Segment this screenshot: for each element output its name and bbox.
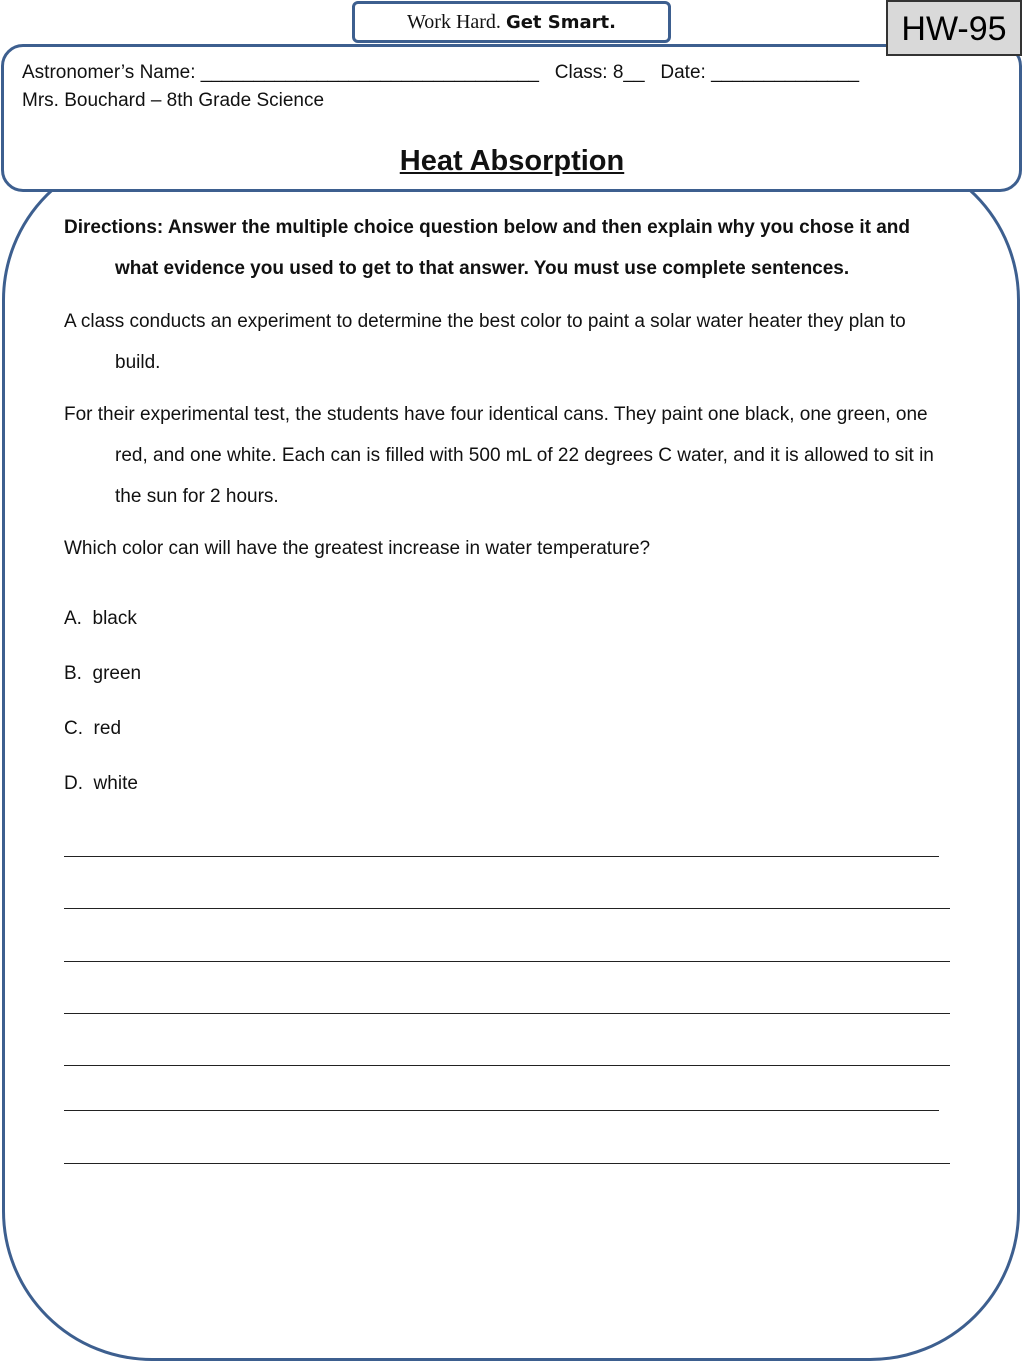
choice-c[interactable]: C. red: [64, 718, 122, 739]
question-text: Which color can will have the greatest increase in water temperature?: [64, 538, 651, 559]
answer-line[interactable]: [64, 908, 950, 909]
worksheet-title: Heat Absorption: [399, 145, 625, 177]
teacher-line: Mrs. Bouchard – 8th Grade Science: [22, 90, 325, 111]
answer-line[interactable]: [64, 1110, 939, 1111]
answer-line[interactable]: [64, 1163, 950, 1164]
motto-plain: Work Hard.: [407, 11, 501, 33]
choice-d[interactable]: D. white: [64, 773, 138, 794]
motto-banner: [352, 1, 671, 43]
choice-b[interactable]: B. green: [64, 663, 142, 684]
answer-line[interactable]: [64, 1065, 950, 1066]
motto-bold: Get Smart.: [505, 12, 616, 33]
choice-a[interactable]: A. black: [64, 608, 137, 629]
setup-text: For their experimental test, the students have four identical cans. They paint one black, one green, one red, and one white. Each can is filled with 500 mL of 22 degrees C water, and it is allowed to sit in the sun for 2 hours.: [64, 404, 934, 507]
scenario-text: A class conducts an experiment to determine the best color to paint a solar water heater they plan to build.: [64, 311, 906, 373]
answer-line[interactable]: [64, 1013, 950, 1014]
answer-line[interactable]: [64, 856, 939, 857]
name-class-date-line[interactable]: Astronomer’s Name: ________________________________ Class: 8__ Date: ______________: [22, 62, 860, 83]
directions-text: Directions: Answer the multiple choice question below and then explain why you chose it and what evidence you used to get to that answer. You must use complete sentences.: [64, 217, 910, 279]
homework-number-badge: HW-95: [886, 0, 1022, 56]
answer-line[interactable]: [64, 961, 950, 962]
